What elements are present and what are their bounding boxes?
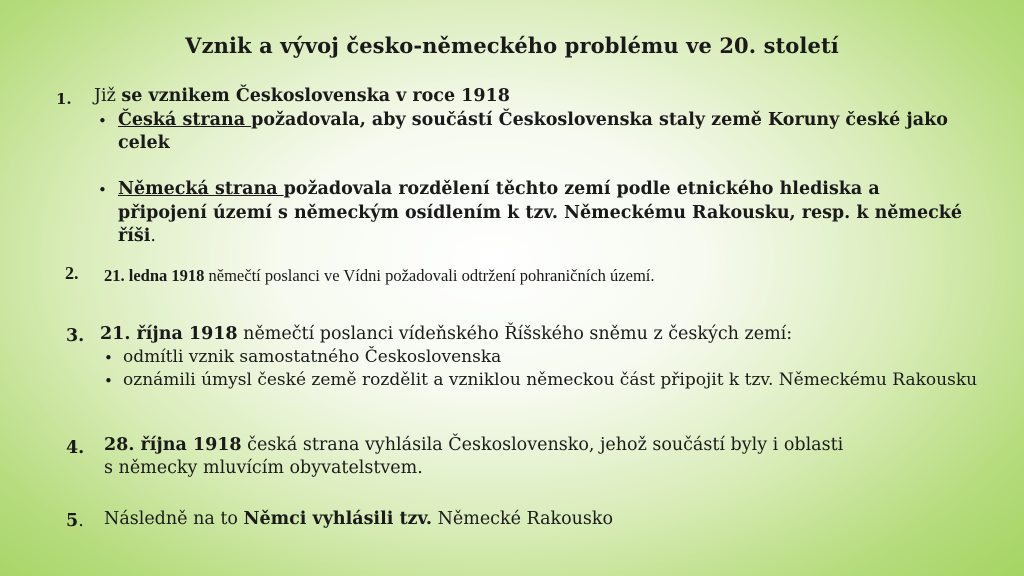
item-1-bullet-2-rest: požadovala rozdělení těchto zemí podle etnického hlediska a (283, 179, 880, 199)
item-4-bold: 28. října 1918 (104, 435, 242, 455)
item-1-bullet-2-underlined: Německá strana (118, 179, 284, 199)
item-1-bullet-1-line2: celek (118, 133, 170, 153)
item-2-rest: němečtí poslanci ve Vídni požadovali odtržení pohraničních území. (204, 266, 655, 285)
item-3-number: 3. (66, 326, 85, 346)
item-3-bullet-1-symbol: • (104, 349, 113, 367)
item-5-line (104, 509, 613, 529)
item-5-bold: Němci vyhlásili tzv. (243, 509, 432, 529)
item-1-bullet-2-line3-bold: říši (118, 226, 151, 246)
item-3-bullet-2-symbol: • (104, 372, 113, 390)
item-5-number-dot: . (78, 511, 84, 531)
item-2-bold: 21. ledna 1918 (104, 266, 205, 285)
item-1-bullet-2-line1 (118, 179, 880, 199)
item-1-bullet-1-underlined: Česká strana (118, 110, 252, 130)
item-4-rest: česká strana vyhlásila Československo, jehož součástí byly i oblasti (241, 435, 844, 455)
item-1-number: 1. (56, 90, 72, 108)
item-1-bullet-2-line3 (118, 226, 156, 246)
item-5-rest: Německé Rakousko (432, 509, 614, 529)
item-2-line (104, 266, 654, 286)
item-3-bullet-2-text: oznámili úmysl české země rozdělit a vzniklou německou část připojit k tzv. Německému Rakousku (123, 370, 978, 390)
item-1-bullet-2-line3-tail: . (150, 226, 156, 246)
item-5-number (66, 511, 84, 531)
item-1-line (94, 86, 510, 106)
item-3-line (100, 324, 792, 344)
item-4-number: 4. (66, 438, 85, 458)
item-1-bullet-1-rest: požadovala, aby součástí Československa staly země Koruny české jako (251, 110, 948, 130)
item-1-bullet-2-line2: připojení území s německým osídlením k tzv. Německému Rakousku, resp. k německé (118, 203, 962, 223)
item-1-bullet-1-line1 (118, 110, 948, 130)
item-1-prefix: Již (94, 86, 122, 106)
item-1-bold: se vznikem Československa v roce 1918 (121, 86, 510, 106)
item-3-rest: němečtí poslanci vídeňského Říšského sněmu z českých zemí: (237, 324, 793, 344)
item-5-prefix: Následně na to (104, 509, 244, 529)
item-1-bullet-1-symbol: • (98, 112, 107, 130)
item-3-bullet-1-text: odmítli vznik samostatného Československa (123, 347, 502, 367)
item-2-number: 2. (65, 263, 79, 283)
item-1-bullet-2-symbol: • (98, 181, 107, 199)
item-5-number-digit: 5 (66, 511, 79, 531)
slide-title: Vznik a vývoj česko-německého problému ve 20. století (185, 33, 839, 58)
item-4-line1 (104, 435, 843, 455)
item-3-bold: 21. října 1918 (100, 324, 238, 344)
item-4-line2: s německy mluvícím obyvatelstvem. (104, 458, 423, 478)
